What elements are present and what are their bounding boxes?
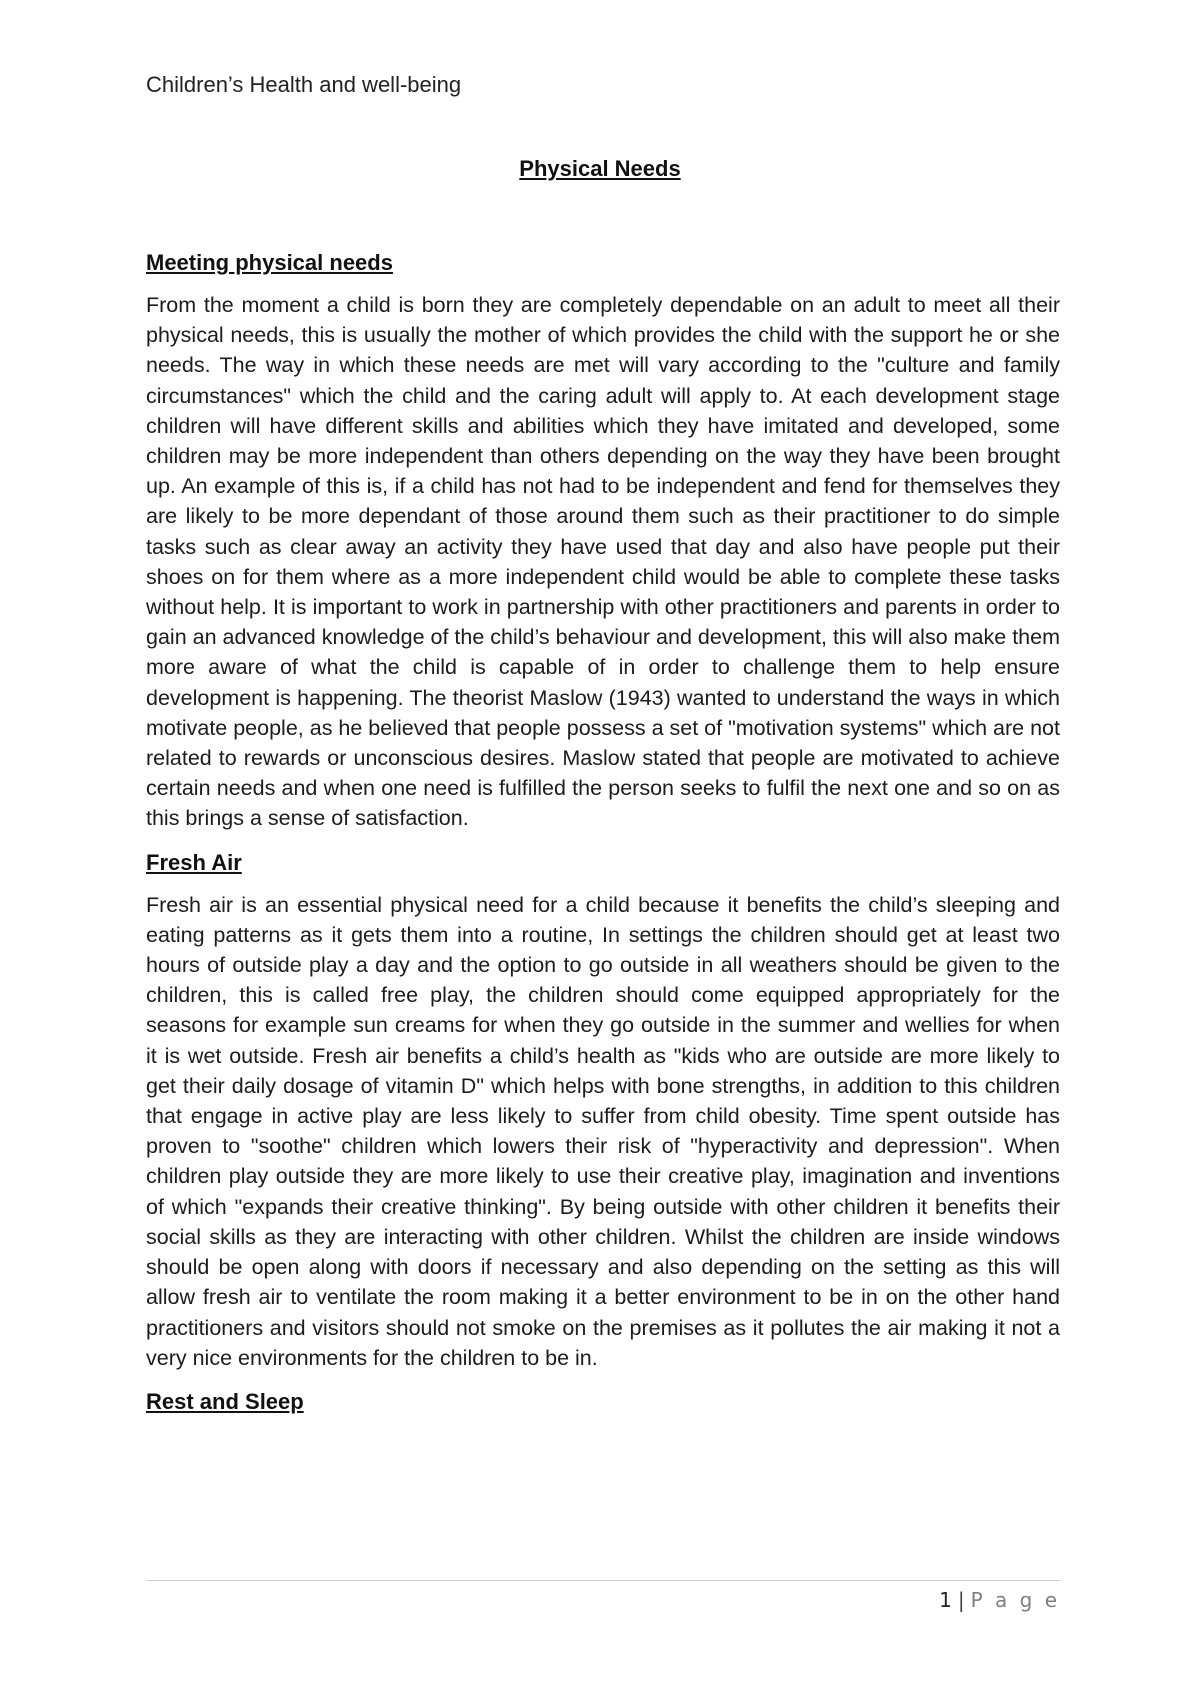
- footer-divider: [146, 1580, 1060, 1581]
- page-number: 1: [939, 1588, 952, 1612]
- running-header: Children’s Health and well-being: [146, 72, 462, 97]
- section-fresh-air: [146, 848, 1060, 1373]
- section-paragraph: From the moment a child is born they are completely dependable on an adult to meet all their physical needs, this is usually the mother of which provides the child with the support he or she needs. The way in which these needs are met will vary according to the "culture and family circumstances" which the child and the caring adult will apply to. At each development stage children will have different skills and abilities which they have imitated and developed, some children may be more independent than others depending on the way they have been brought up. An example of this is, if a child has not had to be independent and fend for themselves they are likely to be more dependant of those around them such as their practitioner to do simple tasks such as clear away an activity they have used that day and also have people put their shoes on for them where as a more independent child would be able to complete these tasks without help. It is important to work in partnership with other practitioners and parents in order to gain an advanced knowledge of the child’s behaviour and development, this will also make them more aware of what the child is capable of in order to challenge them to help ensure development is happening. The theorist Maslow (1943) wanted to understand the ways in which motivate people, as he believed that people possess a set of "motivation systems" which are not related to rewards or unconscious desires. Maslow stated that people are motivated to achieve certain needs and when one need is fulfilled the person seeks to fulfil the next one and so on as this brings a sense of satisfaction.: [146, 293, 1060, 831]
- section-heading: Fresh Air: [146, 849, 242, 875]
- section-paragraph: Fresh air is an essential physical need for a child because it benefits the child’s sleeping and eating patterns as it gets them into a routine, In settings the children should get at least two hours of outside play a day and the option to go outside in all weathers should be given to the children, this is called free play, the children should come equipped appropriately for the seasons for example sun creams for when they go outside in the summer and wellies for when it is wet outside. Fresh air benefits a child’s health as "kids who are outside are more likely to get their daily dosage of vitamin D" which helps with bone strengths, in addition to this children that engage in active play are less likely to suffer from child obesity. Time spent outside has proven to "soothe" children which lowers their risk of "hyperactivity and depression". When children play outside they are more likely to use their creative play, imagination and inventions of which "expands their creative thinking". By being outside with other children it benefits their social skills as they are interacting with other children. Whilst the children are inside windows should be open along with doors if necessary and also depending on the setting as this will allow fresh air to ventilate the room making it a better environment to be in on the other hand practitioners and visitors should not smoke on the premises as it pollutes the air making it not a very nice environments for the children to be in.: [146, 892, 1060, 1370]
- document-body: [146, 248, 1060, 1429]
- page-title: Physical Needs: [519, 156, 681, 181]
- section-rest-and-sleep: [146, 1387, 1060, 1417]
- section-heading: Rest and Sleep: [146, 1388, 304, 1414]
- section-meeting-physical-needs: [146, 248, 1060, 834]
- page-label: P a g e: [970, 1588, 1060, 1612]
- section-heading: Meeting physical needs: [146, 250, 393, 275]
- page-footer: [939, 1588, 1060, 1612]
- footer-separator: |: [957, 1588, 965, 1612]
